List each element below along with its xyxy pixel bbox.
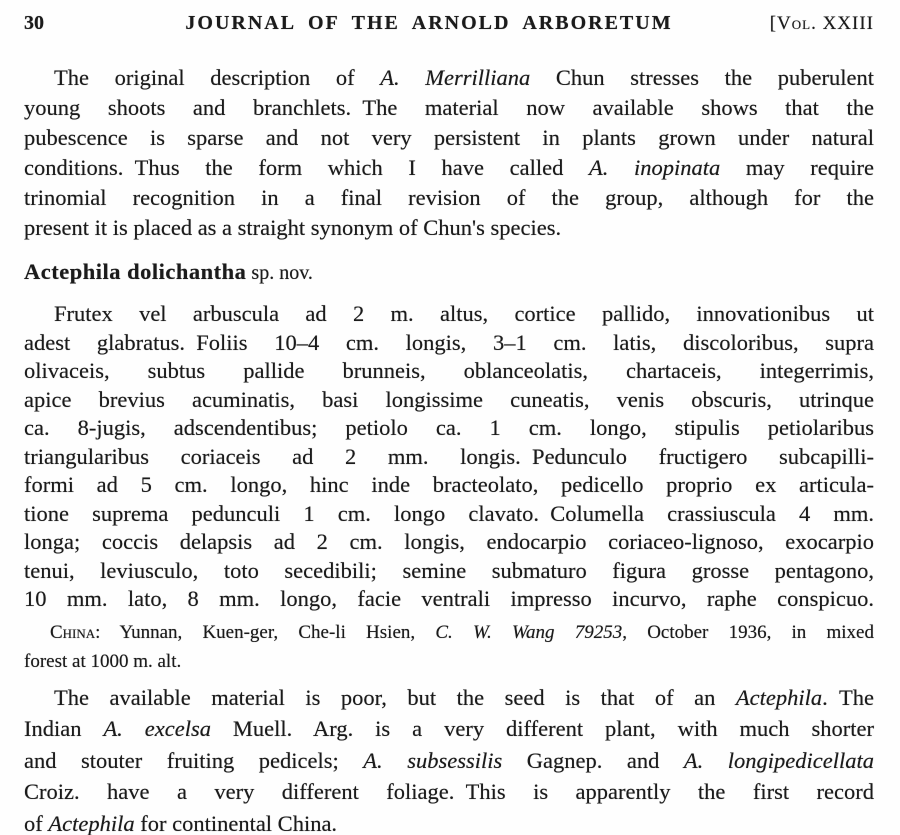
text-line: adest glabratus. Foliis 10–4 cm. longis, 3–1 cm. latis, discoloribus, supra [24, 329, 874, 355]
taxon-name: Actephila [48, 810, 135, 835]
taxon-name: A. excelsa [103, 716, 211, 741]
text-run: Indian [24, 716, 104, 741]
text-run: and stouter fruiting pedicels; [24, 747, 364, 773]
taxon-name: A. longipedicellata [683, 747, 875, 773]
text-run: Muell. Arg. is a very different plant, with much shorter [210, 716, 874, 741]
text-line [24, 618, 874, 647]
taxon-name: A. subsessilis [363, 747, 503, 773]
text-line [24, 153, 874, 183]
text-line: trinomial recognition in a final revision of the group, although for the [24, 185, 874, 210]
text-line: longa; coccis delapsis ad 2 cm. longis, endocarpio coriaceo-lignoso, exocarpio [24, 529, 874, 554]
latin-description-paragraph [24, 300, 874, 614]
text-line [24, 745, 874, 777]
taxon-name: Actephila [735, 684, 823, 710]
text-run: Chun stresses the puberulent [530, 65, 874, 90]
text-run: The available material is poor, but the seed is that of an [54, 684, 736, 710]
species-name: Actephila dolichantha [24, 259, 247, 284]
text-line: pubescence is sparse and not very persistent in plants grown under natural [24, 125, 874, 150]
text-line: forest at 1000 m. alt. [24, 650, 182, 672]
text-run: . The [822, 684, 874, 710]
intro-paragraph [24, 63, 874, 243]
text-run: The original description of [54, 65, 381, 90]
text-run: may require [720, 155, 874, 180]
text-line: triangularibus coriaceis ad 2 mm. longis. Pedunculo fructigero subcapilli- [24, 443, 874, 469]
text-line [24, 682, 874, 714]
text-line: apice brevius acuminatis, basi longissime cuneatis, venis obscuris, utrinque [24, 386, 874, 412]
discussion-paragraph [24, 682, 874, 835]
text-line: young shoots and branchlets. The material now available shows that the [24, 95, 874, 120]
text-line: present it is placed as a straight synonym of Chun's species. [24, 215, 562, 240]
volume-reference: [Vol. XXIII [769, 13, 874, 34]
text-line: formi ad 5 cm. longo, hinc inde bracteolato, pedicello proprio ex articula- [24, 472, 874, 497]
journal-title: JOURNAL OF THE ARNOLD ARBORETUM [185, 12, 673, 34]
text-line: 10 mm. lato, 8 mm. longo, facie ventrali impresso incurvo, raphe conspicuo. [24, 586, 874, 611]
species-heading [24, 257, 874, 288]
text-line [24, 808, 874, 835]
text-line [24, 63, 874, 93]
text-line: Frutex vel arbuscula ad 2 m. altus, cortice pallido, innovationibus ut [54, 301, 874, 326]
text-run: of [24, 810, 49, 835]
text-line: tione suprema pedunculi 1 cm. longo clavato. Columella crassiuscula 4 mm. [24, 500, 874, 526]
text-line: tenui, leviusculo, toto secedibili; semine submaturo figura grosse pentagono, [24, 557, 874, 583]
text-run: conditions. Thus the form which I have called [24, 155, 589, 180]
text-line: olivaceis, subtus pallide brunneis, oblanceolatis, chartaceis, integerrimis, [24, 358, 874, 383]
collector-citation: C. W. Wang 79253 [435, 621, 623, 643]
species-heading-suffix: sp. nov. [246, 262, 313, 284]
text-line: ca. 8-jugis, adscendentibus; petiolo ca. 1 cm. longo, stipulis petiolaribus [24, 415, 874, 440]
text-run: : Yunnan, Kuen-ger, Che-li Hsien, [95, 621, 436, 643]
page-number: 30 [24, 12, 44, 34]
text-run: , October 1936, in mixed [622, 621, 874, 643]
taxon-name: A. Merrilliana [380, 65, 531, 90]
text-run: Gagnep. and [502, 747, 684, 773]
collection-record-paragraph [24, 618, 874, 676]
text-line: Croiz. have a very different foliage. This is apparently the first record [24, 779, 874, 804]
text-run: for continental China. [134, 810, 338, 835]
country-label: China [50, 621, 96, 643]
text-line [24, 713, 874, 745]
page-header [24, 10, 874, 37]
taxon-name: A. inopinata [589, 155, 721, 180]
